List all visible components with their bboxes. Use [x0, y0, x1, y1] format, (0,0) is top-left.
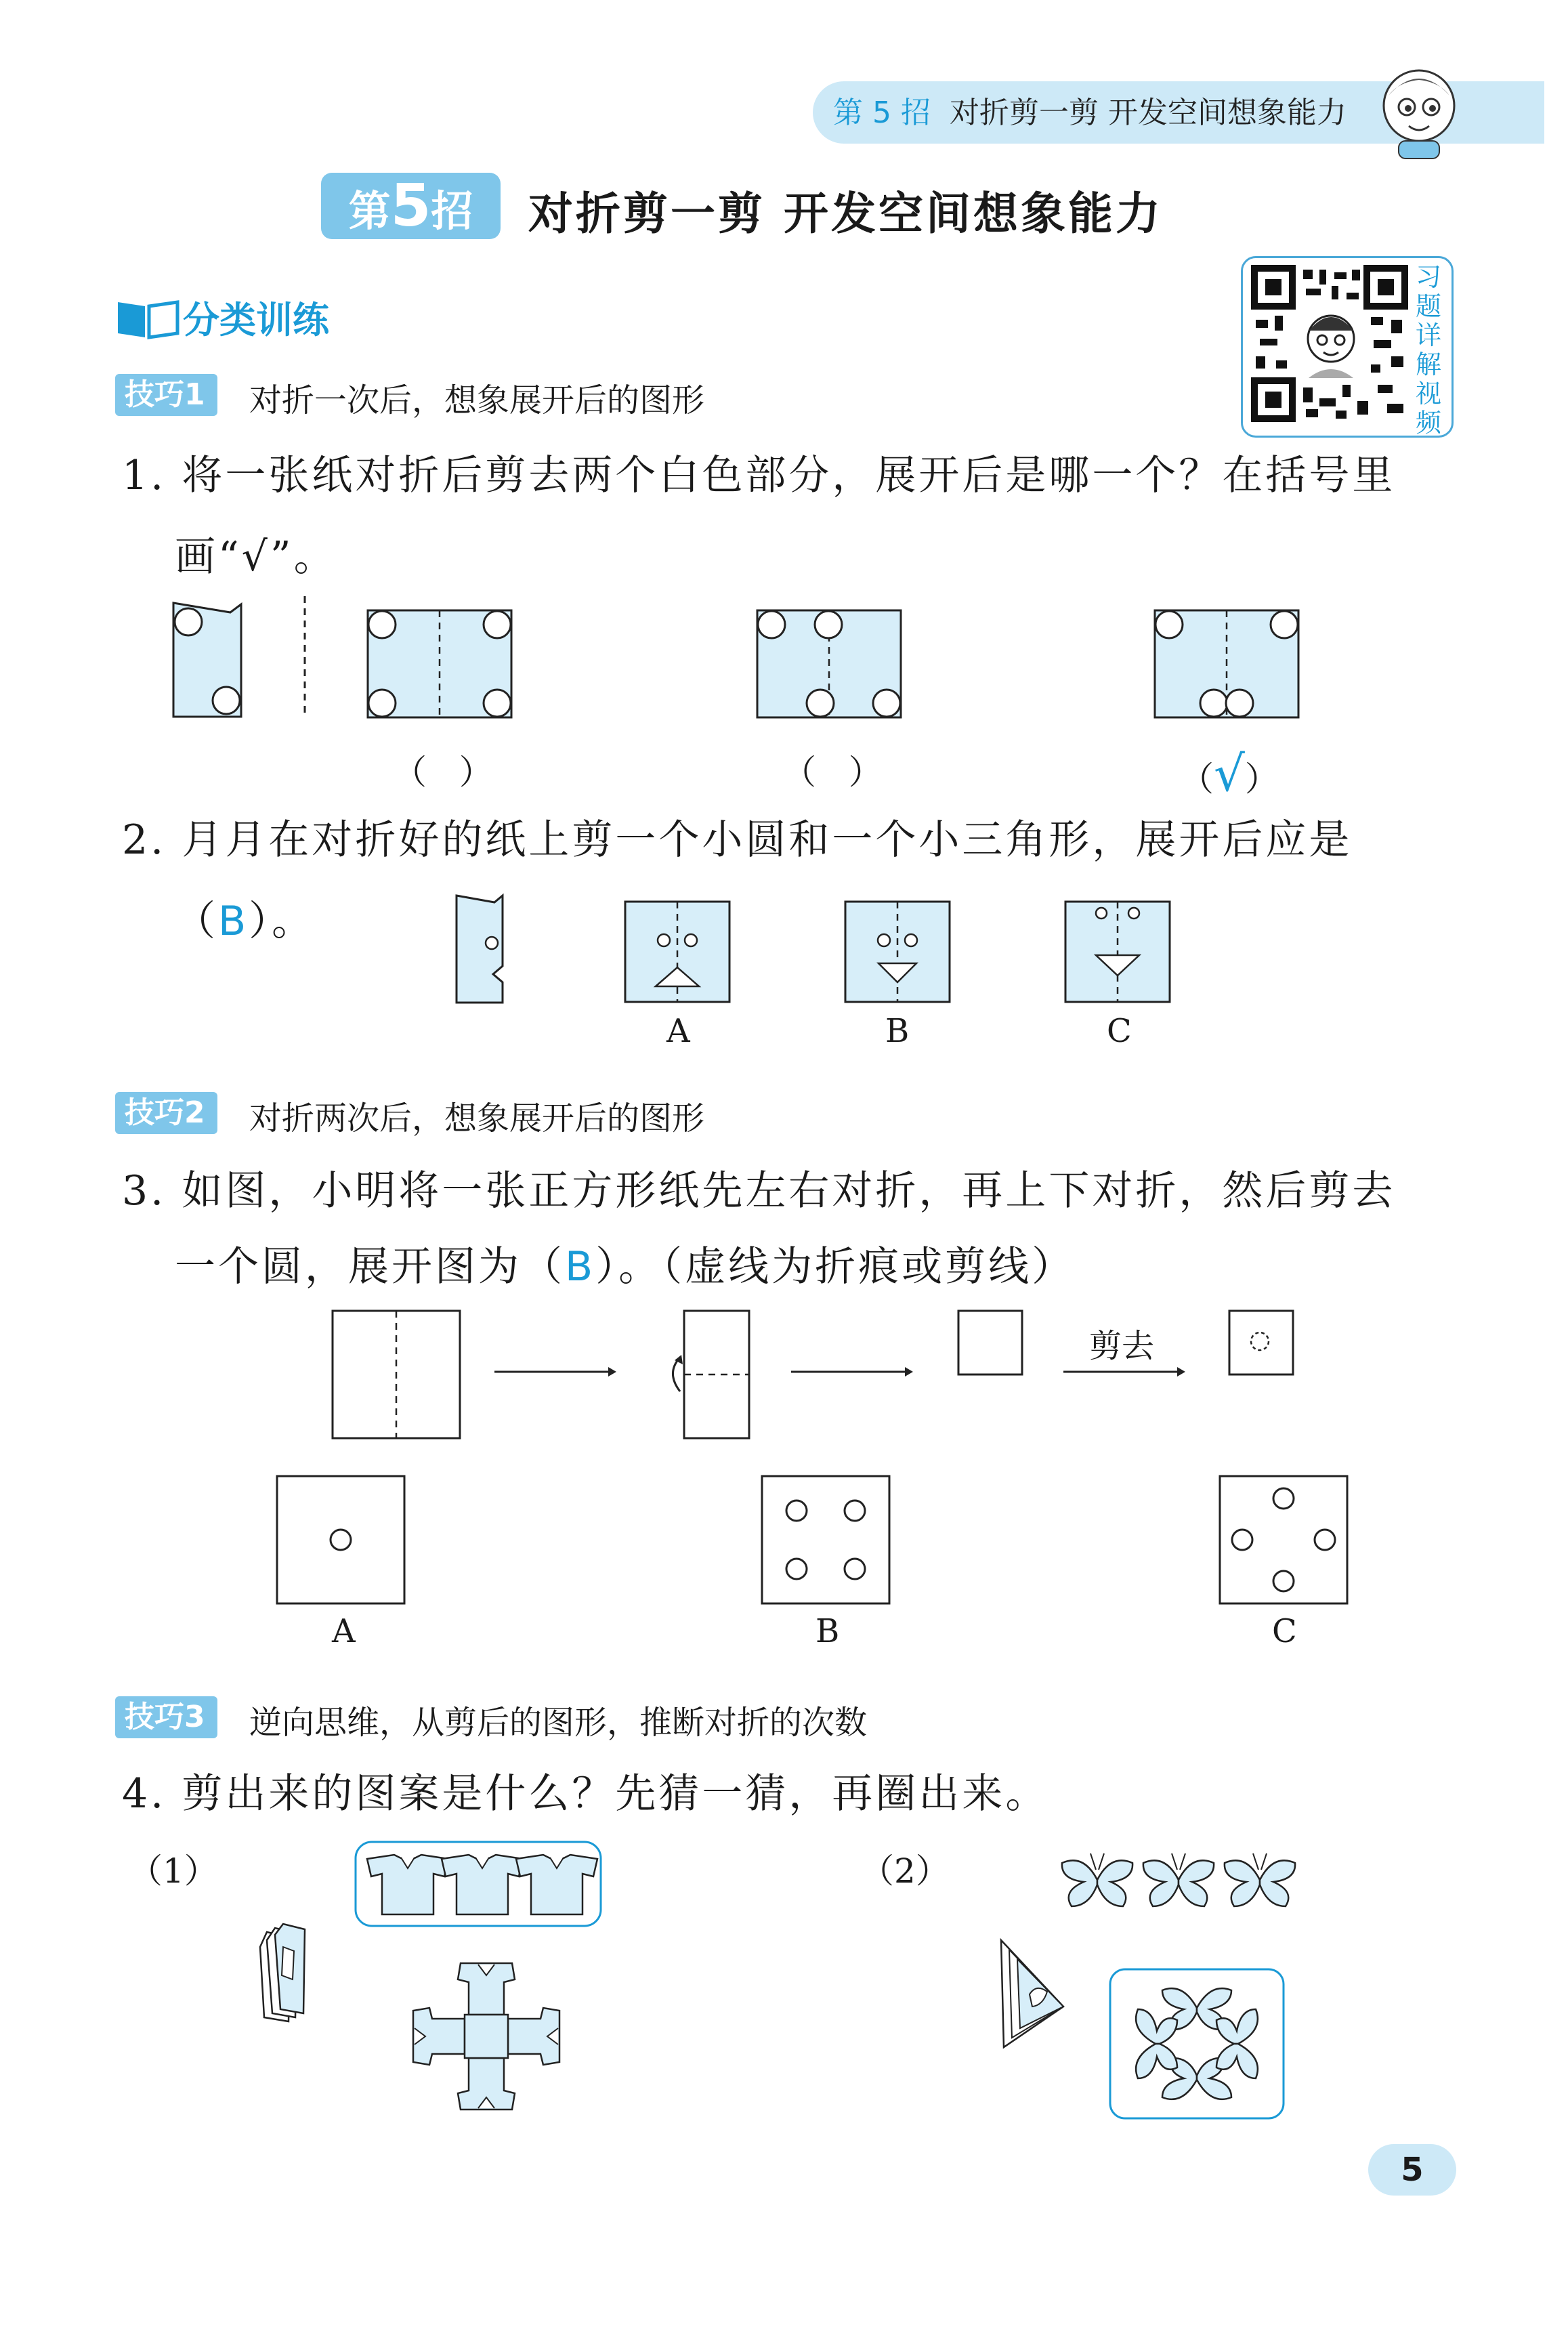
q1-option-2-answer[interactable]: （ ） — [782, 753, 883, 792]
q3-option-c-label: C — [1272, 1612, 1297, 1650]
q3-step-half — [662, 1309, 750, 1440]
q2-line1: 2. 月月在对折好的纸上剪一个小圆和一个小三角形，展开后应是 — [122, 816, 1353, 864]
q4-line1: 4. 剪出来的图案是什么？先猜一猜，再圈出来。 — [122, 1770, 1049, 1818]
q1-line2: 画“√”。 — [175, 533, 337, 581]
q1-folded-paper — [169, 596, 325, 718]
q2-answer-line: （B）。 — [175, 898, 316, 945]
q4-shirts-row-option[interactable] — [354, 1840, 603, 1928]
section-heading: 分类训练 — [183, 299, 329, 341]
q2-option-b-label: B — [885, 1012, 910, 1050]
title-badge-suffix: 招 — [431, 186, 473, 236]
q1-option-3-answer[interactable]: （√） — [1180, 745, 1279, 802]
skill-badge-2: 技巧2 — [115, 1092, 217, 1134]
header-lesson-title: 对折剪一剪 开发空间想象能力 — [949, 96, 1347, 130]
qr-label: 习题详解视频 — [1415, 262, 1441, 438]
page-number: 5 — [1401, 2151, 1424, 2189]
q2-folded-paper — [452, 891, 513, 1007]
q3-line2: 一个圆，展开图为（B）。（虚线为折痕或剪线） — [175, 1243, 1076, 1291]
q4-butterfly-ring-option[interactable] — [1108, 1967, 1286, 2120]
book-icon — [115, 297, 183, 339]
q1-line1: 1. 将一张纸对折后剪去两个白色部分，展开后是哪一个？在括号里 — [122, 452, 1396, 499]
q3-step-square — [331, 1309, 462, 1440]
q3-option-b-label: B — [815, 1612, 840, 1650]
skill-badge-1: 技巧1 — [115, 374, 217, 416]
q4-part1-label: （1） — [129, 1851, 218, 1891]
mascot-icon — [1378, 65, 1460, 160]
q3-option-a — [275, 1474, 406, 1606]
header-lesson — [833, 88, 1347, 131]
q1-option-2 — [755, 608, 904, 720]
skill-text-3: 逆向思维，从剪后的图形，推断对折的次数 — [249, 1704, 868, 1742]
q2-option-a-label: A — [666, 1012, 690, 1050]
q3-answer: B — [565, 1243, 596, 1291]
skill-badge-3: 技巧3 — [115, 1696, 217, 1738]
q3-cut-label: 剪去 — [1089, 1327, 1155, 1365]
skill-text-1: 对折一次后，想象展开后的图形 — [249, 381, 705, 419]
q4-butterfly-row-option[interactable] — [1057, 1849, 1300, 1910]
q3-option-a-label: A — [332, 1612, 356, 1650]
q4-part2-label: （2） — [860, 1851, 950, 1891]
q1-option-1 — [366, 608, 515, 720]
q3-step-quarter — [956, 1309, 1024, 1377]
header-lesson-tag: 第 5 招 — [833, 96, 931, 130]
skill-text-2: 对折两次后，想象展开后的图形 — [249, 1099, 705, 1137]
title-badge-prefix: 第 — [348, 186, 391, 236]
q3-line1: 3. 如图，小明将一张正方形纸先左右对折，再上下对折，然后剪去 — [122, 1167, 1396, 1215]
q4-shirts-cross-option[interactable] — [406, 1956, 566, 2116]
page-title: 对折剪一剪 开发空间想象能力 — [528, 188, 1163, 240]
q1-option-3 — [1153, 608, 1302, 720]
title-badge — [321, 173, 501, 239]
q2-option-a — [623, 900, 732, 1005]
q3-arrow-3 — [1063, 1362, 1185, 1382]
q3-option-c — [1218, 1474, 1349, 1606]
q3-arrow-2 — [791, 1362, 913, 1382]
q3-arrow-1 — [494, 1362, 616, 1382]
q2-answer: B — [218, 898, 249, 945]
q1-option-1-answer[interactable]: （ ） — [393, 753, 493, 792]
q2-option-c — [1063, 900, 1172, 1005]
q4-folded-triangle — [996, 1936, 1070, 2051]
q3-step-cut — [1227, 1309, 1295, 1377]
title-badge-number: 5 — [390, 172, 431, 240]
qr-code-icon[interactable] — [1252, 266, 1407, 421]
q3-option-b — [760, 1474, 891, 1606]
q4-folded-stack-1 — [252, 1920, 313, 2028]
q2-option-c-label: C — [1107, 1012, 1132, 1050]
q2-option-b — [843, 900, 952, 1005]
q1-check-mark: √ — [1214, 745, 1245, 802]
